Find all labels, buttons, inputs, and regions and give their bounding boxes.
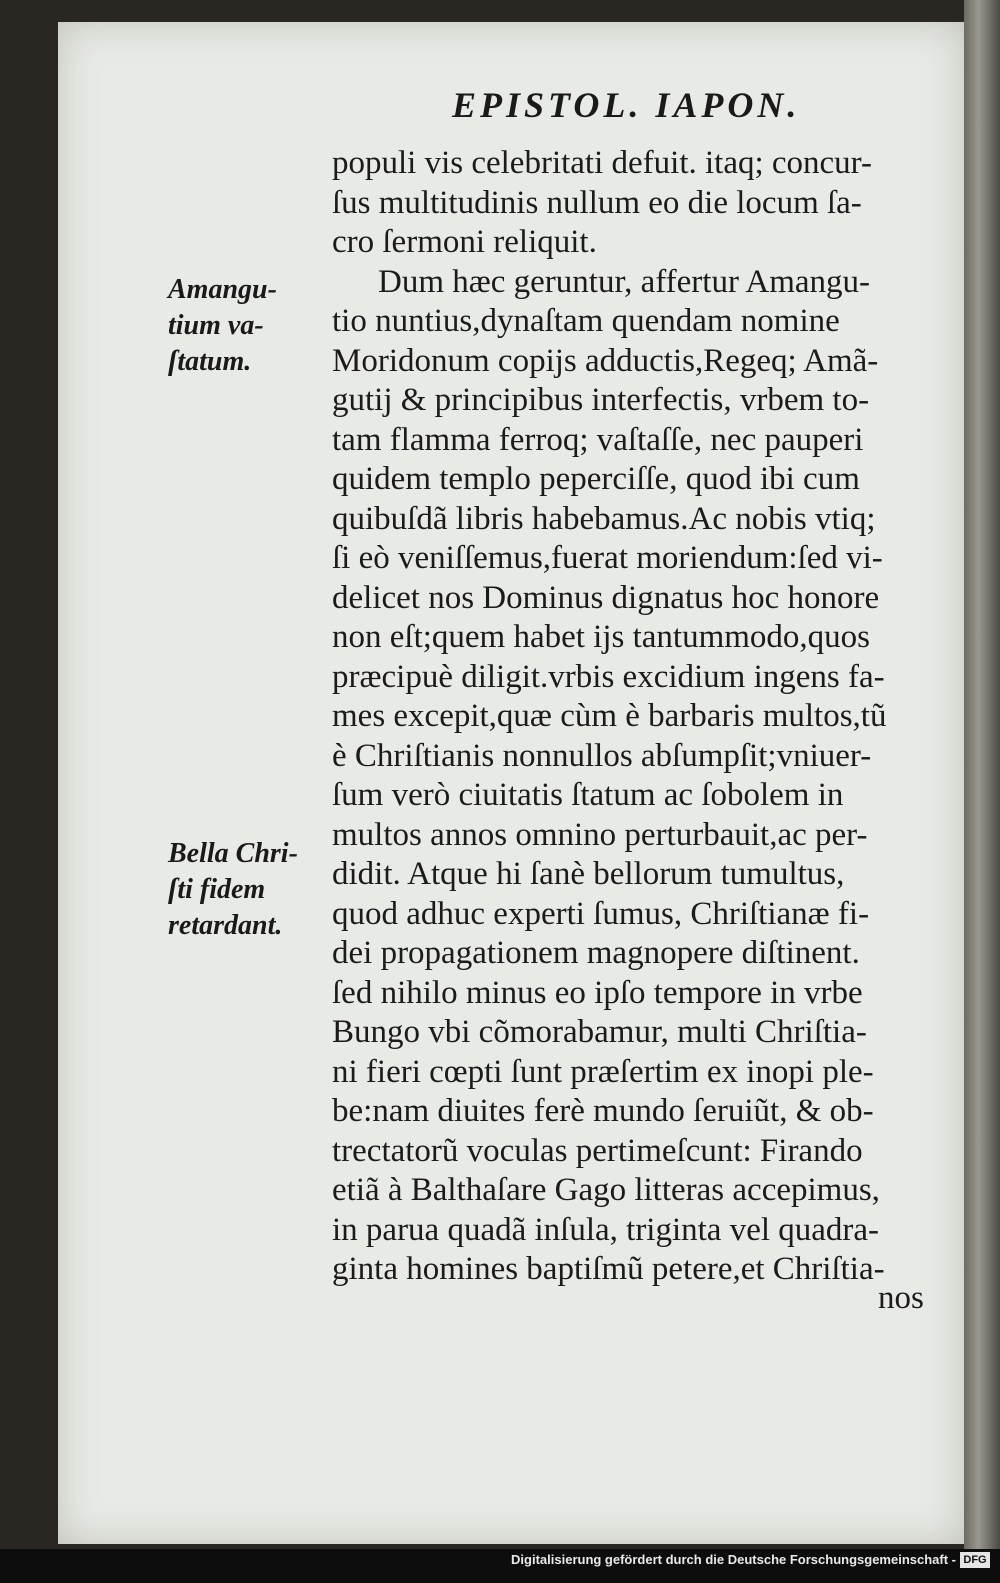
running-title: EPISTOL. IAPON. [452, 85, 801, 125]
text-line: ſum verò ciuitatis ſtatum ac ſobolem in [332, 777, 844, 813]
text-line: è Chriſtianis nonnullos abſumpſit;vniuer- [332, 737, 872, 774]
margin-note-line: tium va- [168, 310, 264, 341]
text-line: ginta homines baptiſmũ petere,et Chriſtia- [332, 1251, 885, 1287]
text-line: quod adhuc experti ſumus, Chriſtianæ fi- [332, 895, 870, 932]
margin-note-line: Amangu- [168, 274, 277, 305]
text-line: tio nuntius,dynaſtam quendam nomine [332, 303, 840, 339]
text-line: ni fieri cœpti ſunt præſertim ex inopi ple- [332, 1053, 874, 1090]
text-line: mes excepit,quæ cùm è barbaris multos,tũ [332, 698, 887, 734]
text-line: quidem templo peperciſſe, quod ibi cum [332, 461, 860, 497]
margin-note-line: Bella Chri- [168, 838, 298, 869]
text-line: ſi eò veniſſemus,fuerat moriendum:ſed vi- [332, 540, 883, 576]
text-line: populi vis celebritati defuit. itaq; concur- [332, 145, 873, 181]
text-line: be:nam diuites ferè mundo ſeruiũt, & ob- [332, 1093, 874, 1129]
margin-note-line: ſtatum. [168, 346, 252, 377]
dfg-logo-icon: DFG [960, 1552, 990, 1568]
text-line: ſed nihilo minus eo ipſo tempore in vrbe [332, 974, 863, 1011]
text-line: cro ſermoni reliquit. [332, 224, 597, 260]
text-line: ſus multitudinis nullum eo die locum ſa- [332, 184, 862, 221]
text-line: quibuſdã libris habebamus.Ac nobis vtiq; [332, 500, 876, 537]
text-line: tam flamma ferroq; vaſtaſſe, nec pauperi [332, 421, 864, 458]
text-line: gutij & principibus interfectis, vrbem to- [332, 382, 870, 418]
catchword: nos [878, 1280, 924, 1316]
page-edge [964, 0, 1000, 1550]
text-line: Moridonum copijs adductis,Regeq; Amã- [332, 342, 879, 379]
text-line: præcipuè diligit.vrbis excidium ingens fa- [332, 658, 885, 695]
text-line: delicet nos Dominus dignatus hoc honore [332, 579, 880, 616]
text-line: Dum hæc geruntur, affertur Amangu- [378, 263, 871, 300]
margin-note-amangutium [168, 272, 333, 380]
text-line: in parua quadã inſula, triginta vel quadra- [332, 1211, 880, 1248]
margin-note-line: retardant. [168, 910, 283, 941]
body-text [332, 144, 964, 1290]
text-line: didit. Atque hi ſanè bellorum tumultus, [332, 856, 845, 892]
text-line: Bungo vbi cõmorabamur, multi Chriſtia- [332, 1014, 867, 1050]
text-line: dei propagationem magnopere diſtinent. [332, 935, 860, 971]
margin-note-bella [168, 836, 333, 944]
margin-note-line: ſti fidem [168, 874, 266, 905]
text-line: etiã à Balthaſare Gago litteras accepimus, [332, 1172, 880, 1208]
text-line: trectatorũ voculas pertimeſcunt: Firando [332, 1132, 863, 1169]
footer-credit: Digitalisierung gefördert durch die Deutsche Forschungsgemeinschaft - [511, 1552, 956, 1567]
text-line: non eſt;quem habet ijs tantummodo,quos [332, 619, 871, 655]
text-line: multos annos omnino perturbauit,ac per- [332, 816, 868, 853]
